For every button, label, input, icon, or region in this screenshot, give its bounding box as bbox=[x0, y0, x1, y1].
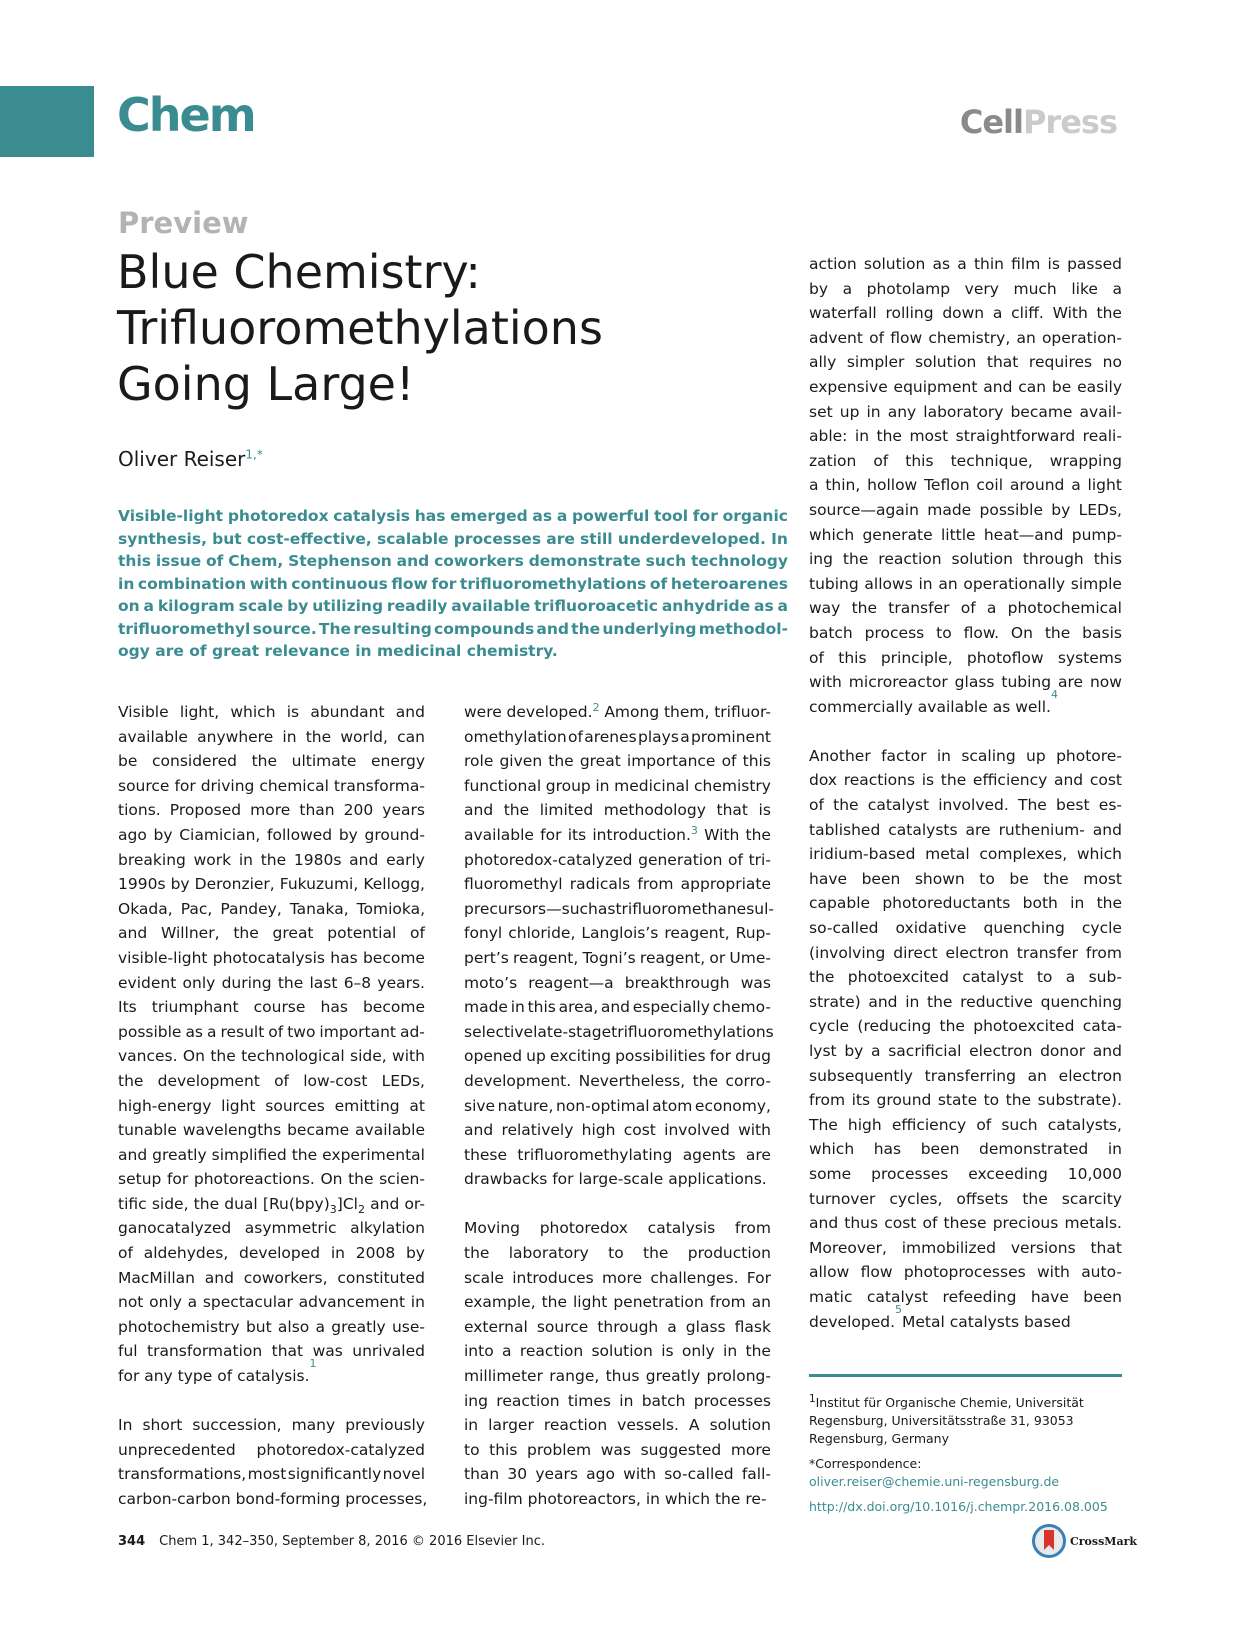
body-column-3 bbox=[809, 252, 1122, 1334]
col2-line: than 30 years ago with so-called fall- bbox=[464, 1465, 771, 1484]
col3-line: developed. 5 Metal catalysts based bbox=[809, 1302, 1071, 1331]
col3-line: expensive equipment and can be easily bbox=[809, 377, 1122, 396]
doi-link[interactable]: http://dx.doi.org/10.1016/j.chempr.2016.08.005 bbox=[809, 1499, 1108, 1515]
col2-line: pert’s reagent, Togni’s reagent, or Ume- bbox=[464, 948, 771, 967]
col1-line: be considered the ultimate energy bbox=[118, 752, 425, 771]
section-label: Preview bbox=[118, 206, 249, 240]
col3-line: which generate little heat—and pump- bbox=[809, 525, 1122, 544]
col3-line: some processes exceeding 10,000 bbox=[809, 1164, 1122, 1183]
col3-line: The high efficiency of such catalysts, bbox=[809, 1115, 1122, 1134]
col3-line: the photoexcited catalyst to a sub- bbox=[809, 968, 1122, 987]
col3-line: set up in any laboratory became avail- bbox=[809, 402, 1122, 421]
col1-line: Its triumphant course has become bbox=[118, 998, 425, 1017]
col3-line: with microreactor glass tubing are now bbox=[809, 673, 1122, 692]
col1-line: tions. Proposed more than 200 years bbox=[118, 801, 425, 820]
col2-line: and the limited methodology that is bbox=[464, 801, 771, 820]
col3-line: turnover cycles, offsets the scarcity bbox=[809, 1189, 1122, 1208]
col3-line: waterfall rolling down a cliff. With the bbox=[809, 304, 1122, 323]
abstract-line: this issue of Chem, Stephenson and coworkers demonstrate such technology bbox=[118, 552, 788, 570]
col2-line: photoredox-catalyzed generation of tri- bbox=[464, 850, 771, 869]
col1-line: and Willner, the great potential of bbox=[118, 924, 425, 943]
col1-line: breaking work in the 1980s and early bbox=[118, 850, 425, 869]
col2-line: moto’s reagent—a breakthrough was bbox=[464, 973, 771, 992]
col1-line: Okada, Pac, Pandey, Tanaka, Tomioka, bbox=[118, 899, 425, 918]
col1-line: In short succession, many previously bbox=[118, 1416, 425, 1435]
col2-line: sive nature, non-optimal atom economy, bbox=[464, 1096, 771, 1115]
col2-line: fluoromethyl radicals from appropriate bbox=[464, 875, 771, 894]
col3-line: action solution as a thin film is passed bbox=[809, 255, 1122, 273]
col3-line: matic catalyst refeeding have been bbox=[809, 1287, 1122, 1306]
col1-line: Visible light, which is abundant and bbox=[118, 703, 425, 721]
col3-line: capable photoreductants both in the bbox=[809, 894, 1122, 913]
col3-line: of this principle, photoflow systems bbox=[809, 648, 1122, 667]
abstract-line: on a kilogram scale by utilizing readily available trifluoroacetic anhydride as a bbox=[118, 597, 788, 615]
col1-line: available anywhere in the world, can bbox=[118, 727, 425, 746]
col2-line: in larger reaction vessels. A solution bbox=[464, 1416, 771, 1435]
col2-line: opened up exciting possibilities for drug bbox=[464, 1047, 771, 1066]
col1-line: visible-light photocatalysis has become bbox=[118, 948, 425, 967]
col1-line: source for driving chemical transforma- bbox=[118, 776, 425, 795]
paragraph-gap bbox=[809, 719, 1122, 744]
abstract-line: trifluoromethyl source. The resulting compounds and the underlying methodol- bbox=[118, 619, 788, 638]
body-column-2 bbox=[464, 700, 775, 1512]
col3-line: ing the reaction solution through this bbox=[809, 550, 1122, 569]
crossmark-icon bbox=[1032, 1524, 1066, 1558]
col3-line: way the transfer of a photochemical bbox=[809, 599, 1122, 618]
author-marks[interactable]: 1,* bbox=[245, 447, 263, 462]
col1-line: ago by Ciamician, followed by ground- bbox=[118, 825, 425, 844]
citation: Chem 1, 342–350, September 8, 2016 © 2016 Elsevier Inc. bbox=[159, 1534, 545, 1549]
col2-line: fonyl chloride, Langlois’s reagent, Rup- bbox=[464, 924, 771, 943]
col2-line: selective late-stage trifluoromethylations bbox=[464, 1022, 774, 1041]
abstract-line: ogy are of great relevance in medicinal chemistry. bbox=[118, 642, 558, 660]
col1-line: photochemistry but also a greatly use- bbox=[118, 1317, 425, 1336]
col2-line: the laboratory to the production bbox=[464, 1244, 771, 1263]
col1-line: carbon-carbon bond-forming processes, bbox=[118, 1490, 428, 1508]
correspondence-label: *Correspondence: bbox=[809, 1456, 922, 1472]
col2-line: Moving photoredox catalysis from bbox=[464, 1219, 771, 1238]
footnote-divider bbox=[809, 1374, 1122, 1377]
paragraph-gap bbox=[118, 1389, 425, 1414]
col3-line: lyst by a sacrificial electron donor and bbox=[809, 1042, 1122, 1060]
page-number: 344 bbox=[118, 1534, 146, 1549]
col2-line: available for its introduction.$^3$ With the bbox=[464, 823, 771, 844]
col2-line: precursors—such as trifluoromethanesul- bbox=[464, 899, 775, 918]
col1-line: of aldehydes, developed in 2008 by bbox=[118, 1244, 425, 1263]
col1-line: not only a spectacular advancement in bbox=[118, 1293, 425, 1312]
col3-line: iridium-based metal complexes, which bbox=[809, 845, 1122, 864]
col1-line: ganocatalyzed asymmetric alkylation bbox=[118, 1219, 425, 1238]
col3-line: tubing allows in an operationally simple bbox=[809, 574, 1122, 593]
col2-line: drawbacks for large-scale applications. bbox=[464, 1170, 767, 1189]
col3-line: from its ground state to the substrate). bbox=[809, 1091, 1122, 1110]
paragraph-gap bbox=[464, 1192, 771, 1217]
col3-line: tablished catalysts are ruthenium- and bbox=[809, 820, 1122, 839]
col3-line: cycle (reducing the photoexcited cata- bbox=[809, 1017, 1122, 1036]
col3-line: of the catalyst involved. The best es- bbox=[809, 796, 1122, 815]
col1-line: and greatly simplified the experimental bbox=[118, 1145, 425, 1164]
col3-line: Another factor in scaling up photore- bbox=[809, 746, 1122, 765]
col3-line: batch process to flow. On the basis bbox=[809, 623, 1122, 642]
col3-line: (involving direct electron transfer from bbox=[809, 943, 1122, 962]
journal-logo: Chem bbox=[117, 88, 255, 142]
col3-line: source—again made possible by LEDs, bbox=[809, 500, 1122, 519]
col1-line: 1990s by Deronzier, Fukuzumi, Kellogg, bbox=[118, 875, 425, 894]
col3-line: and thus cost of these precious metals. bbox=[809, 1214, 1122, 1233]
affiliation: $^1$Institut für Organische Chemie, Universität Regensburg, Universitätsstraße 31, 93053 Regensburg, Germany bbox=[809, 1393, 1084, 1447]
col2-line: these trifluoromethylating agents are bbox=[464, 1145, 771, 1164]
col1-line: unprecedented photoredox-catalyzed bbox=[118, 1440, 425, 1459]
col1-line: MacMillan and coworkers, constituted bbox=[118, 1268, 425, 1287]
col3-line: dox reactions is the efficiency and cost bbox=[809, 771, 1122, 790]
col2-line: ing-film photoreactors, in which the re- bbox=[464, 1490, 767, 1508]
title-line: Going Large! bbox=[117, 357, 415, 411]
col2-line: role given the great importance of this bbox=[464, 752, 771, 771]
col3-line: advent of flow chemistry, an operation- bbox=[809, 328, 1122, 347]
col2-line: example, the light penetration from an bbox=[464, 1293, 771, 1312]
col3-line: allow flow photoprocesses with auto- bbox=[809, 1263, 1122, 1282]
email-link[interactable]: oliver.reiser@chemie.uni-regensburg.de bbox=[809, 1474, 1060, 1490]
col3-line: a thin, hollow Teflon coil around a light bbox=[809, 476, 1122, 495]
abstract bbox=[118, 505, 788, 663]
col3-line: which has been demonstrated in bbox=[809, 1140, 1122, 1159]
col2-line: and relatively high cost involved with bbox=[464, 1121, 771, 1140]
col3-line: strate) and in the reductive quenching bbox=[809, 992, 1122, 1011]
journal-color-block bbox=[0, 86, 94, 157]
col3-line: by a photolamp very much like a bbox=[809, 279, 1122, 298]
abstract-line: in combination with continuous flow for trifluoromethylations of heteroarenes bbox=[118, 574, 788, 593]
col2-line: development. Nevertheless, the corro- bbox=[464, 1071, 771, 1090]
crossmark-badge[interactable] bbox=[1032, 1524, 1137, 1558]
col1-line: tunable wavelengths became available bbox=[118, 1121, 425, 1140]
col3-line: have been shown to be the most bbox=[809, 869, 1122, 888]
col1-line: the development of low-cost LEDs, bbox=[118, 1071, 425, 1090]
col2-line: ing reaction times in batch processes bbox=[464, 1391, 771, 1410]
author: Oliver Reiser$^{1,*}$ bbox=[118, 447, 263, 471]
crossmark-label: CrossMark bbox=[1070, 1534, 1137, 1548]
col1-line: possible as a result of two important ad- bbox=[118, 1022, 425, 1041]
col1-line: vances. On the technological side, with bbox=[118, 1047, 425, 1066]
col1-line: ful transformation that was unrivaled bbox=[118, 1342, 425, 1361]
col1-line: for any type of catalysis. 1 bbox=[118, 1357, 317, 1386]
abstract-line: Visible-light photoredox catalysis has emerged as a powerful tool for organic bbox=[118, 507, 788, 525]
col2-line: scale introduces more challenges. For bbox=[464, 1268, 771, 1287]
col2-line: functional group in medicinal chemistry bbox=[464, 776, 771, 795]
body-column-1 bbox=[118, 700, 428, 1512]
col3-line: zation of this technique, wrapping bbox=[809, 451, 1122, 470]
col1-line: transformations, most significantly novel bbox=[118, 1465, 425, 1484]
col2-line: millimeter range, thus greatly prolong- bbox=[464, 1367, 771, 1386]
footnotes bbox=[809, 1390, 1129, 1523]
col1-line: evident only during the last 6–8 years. bbox=[118, 973, 425, 992]
col3-line: subsequently transferring an electron bbox=[809, 1066, 1122, 1085]
col2-line: made in this area, and especially chemo- bbox=[464, 998, 771, 1017]
title-line: Trifluoromethylations bbox=[117, 301, 603, 355]
col3-line: Moreover, immobilized versions that bbox=[809, 1238, 1122, 1257]
col1-line: setup for photoreactions. On the scien- bbox=[118, 1170, 425, 1189]
page-footer bbox=[118, 1534, 545, 1549]
col2-line: to this problem was suggested more bbox=[464, 1440, 771, 1459]
col3-line: ally simpler solution that requires no bbox=[809, 353, 1122, 372]
col2-line: into a reaction solution is only in the bbox=[464, 1342, 771, 1361]
col2-line: were developed.$^2$ Among them, trifluor- bbox=[464, 700, 771, 721]
col1-line: high-energy light sources emitting at bbox=[118, 1096, 425, 1115]
article-title bbox=[117, 244, 737, 412]
col2-line: omethylation of arenes plays a prominent bbox=[464, 727, 771, 746]
col1-line: tific side, the dual $[Ru(bpy)_3]Cl_2$ and or- bbox=[118, 1194, 425, 1216]
col3-line: so-called oxidative quenching cycle bbox=[809, 919, 1122, 938]
abstract-line: synthesis, but cost-effective, scalable processes are still underdeveloped. In bbox=[118, 529, 788, 548]
col2-line: external source through a glass flask bbox=[464, 1317, 771, 1336]
col3-line: able: in the most straightforward reali- bbox=[809, 427, 1122, 446]
title-line: Blue Chemistry: bbox=[117, 245, 481, 299]
publisher-logo: CellPress bbox=[959, 103, 1117, 141]
col3-line: commercially available as well. 4 bbox=[809, 687, 1058, 716]
